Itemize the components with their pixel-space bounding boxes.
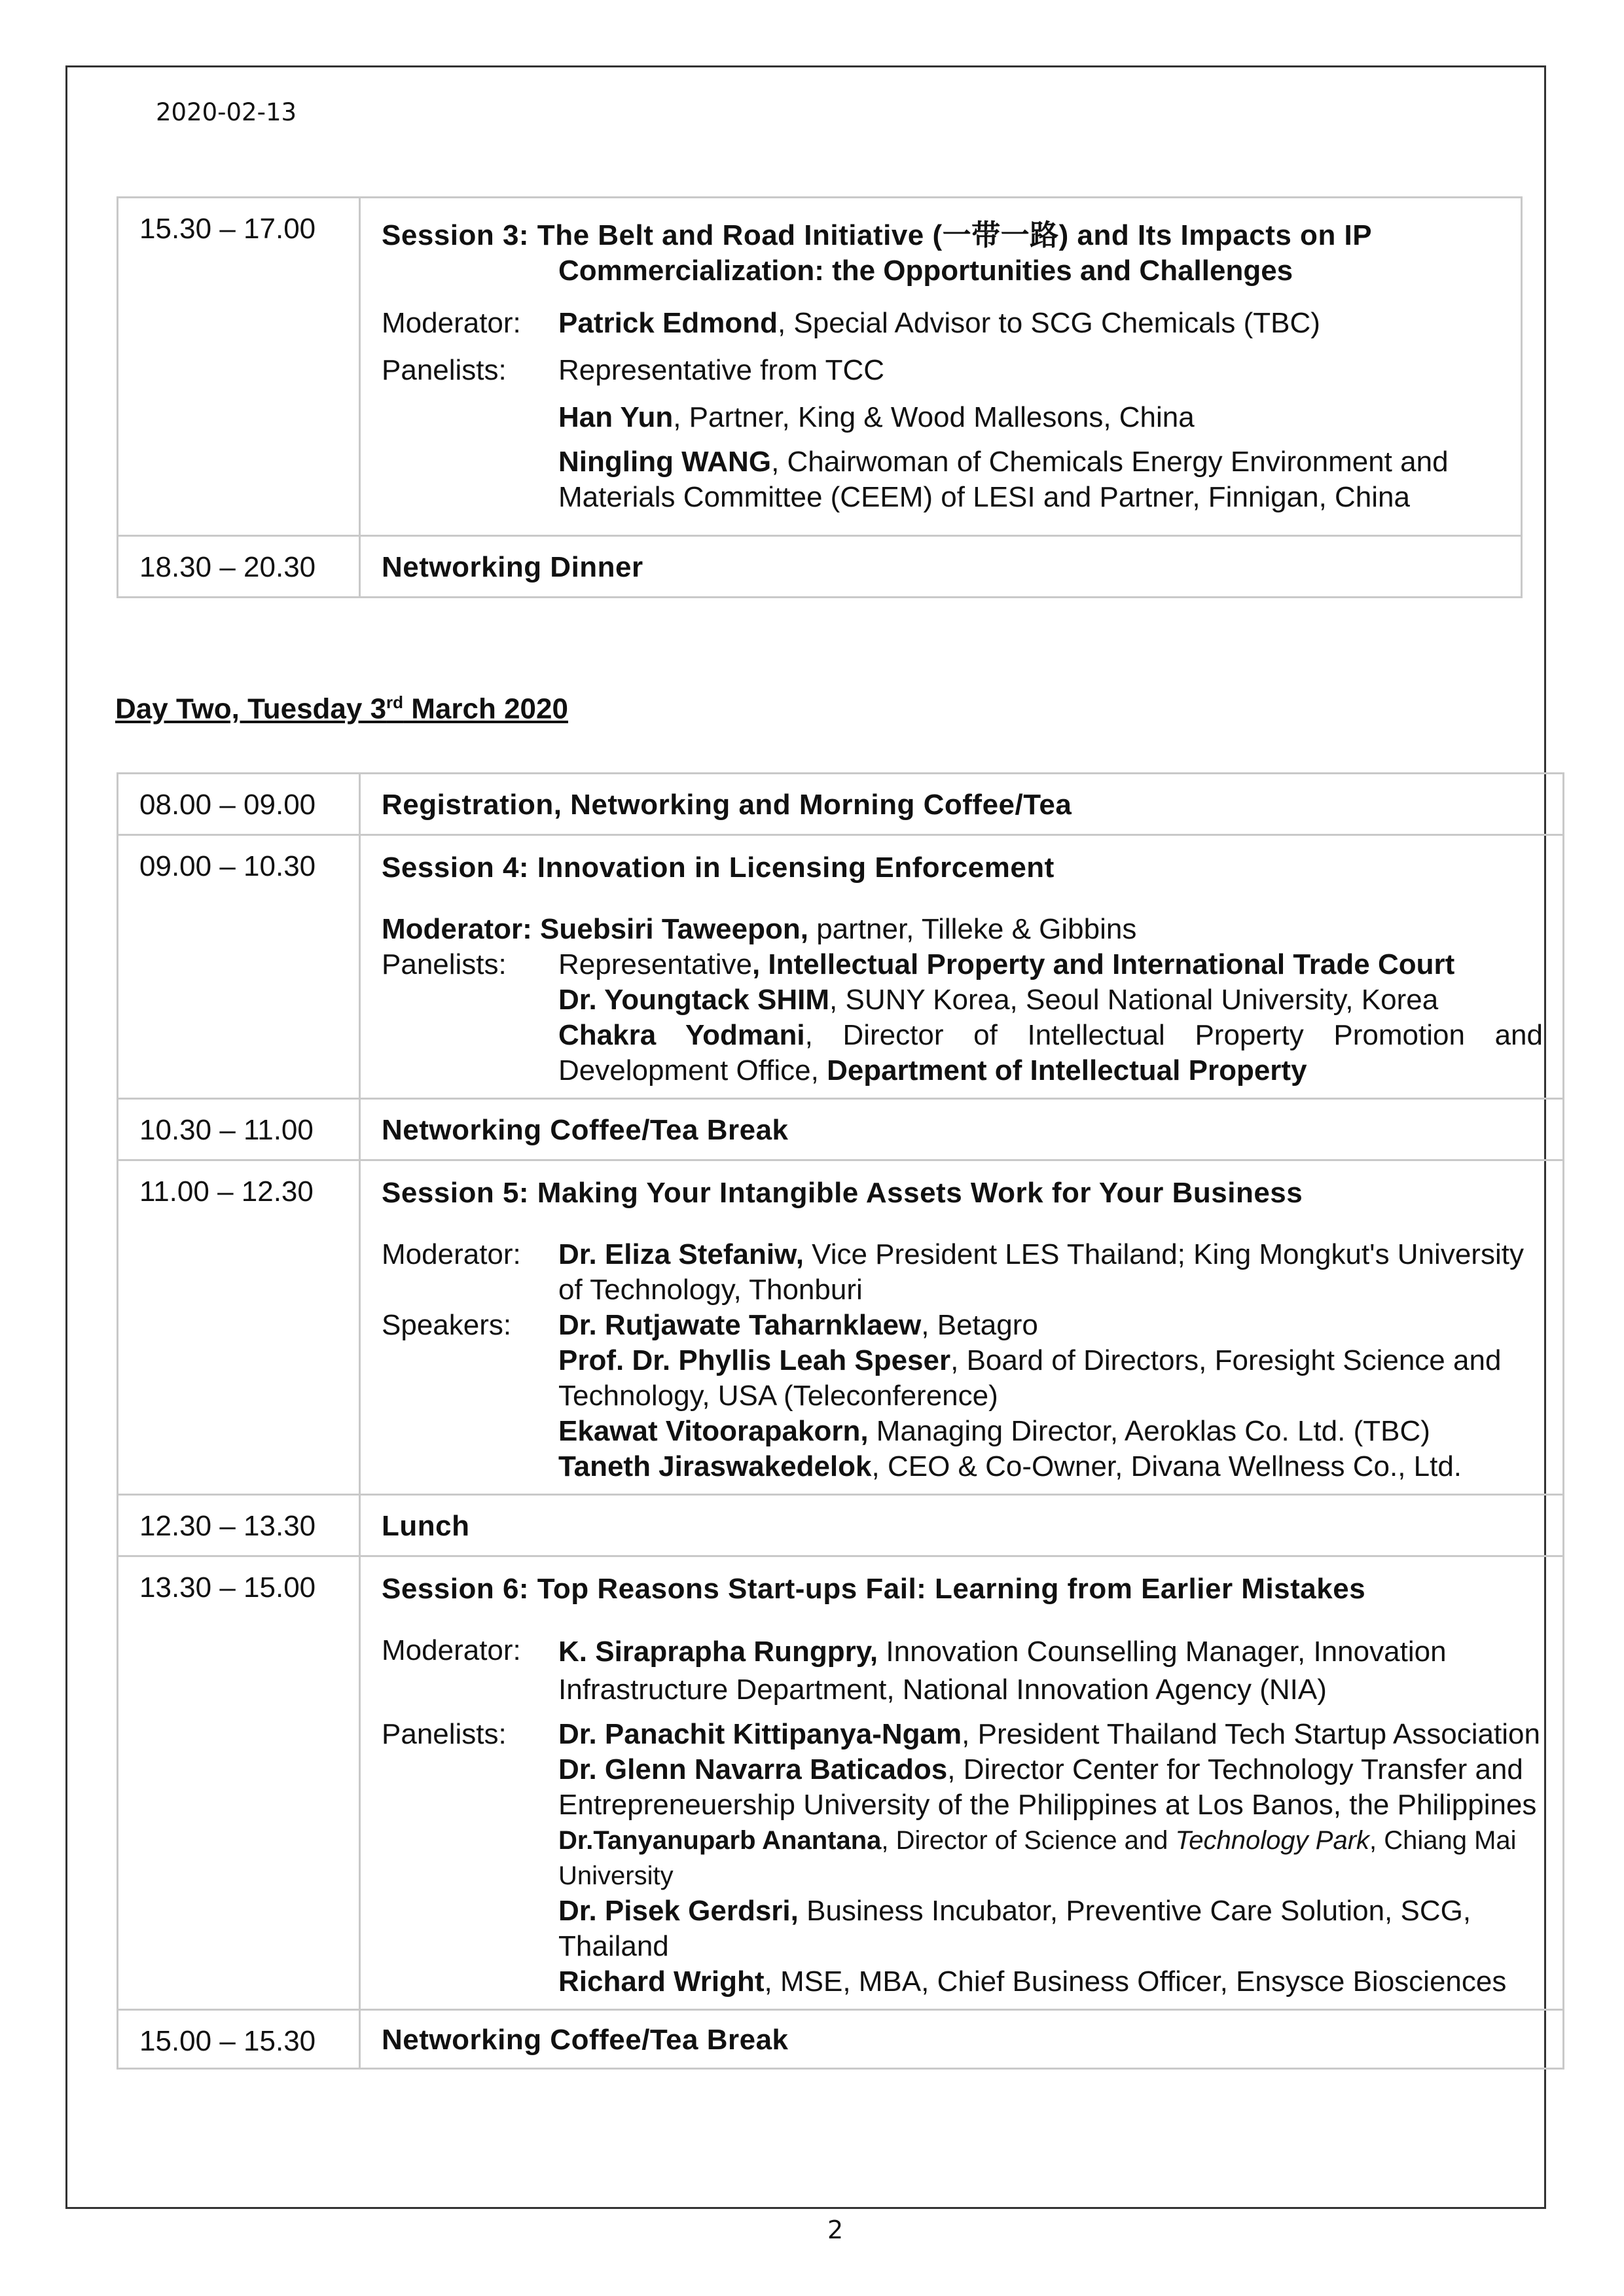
table-row [118,2010,1564,2069]
panelist-name: Dr. Youngtack SHIM [558,984,830,1016]
session-title: Session 6: Top Reasons Start-ups Fail: Learning from Earlier Mistakes [382,1573,1366,1605]
moderator-row: Moderator: Dr. Eliza Stefaniw, Vice President LES Thailand; King Mongkut's University of Technology, Thonburi [382,1237,1543,1308]
table-row [118,1556,1564,2010]
panelist: Representative, Intellectual Property and International Trade Court [558,948,1455,980]
table-row [118,536,1522,598]
panelist: Chakra Yodmani, Director of Intellectual Property Promotion and Development Office, Department of Intellectual Property [558,1019,1543,1086]
panelist-name: Dr. Pisek Gerdsri, [558,1895,799,1927]
moderator-name: K. Siraprapha Rungpry, [558,1636,878,1668]
speaker: Dr. Rutjawate Taharnklaew, Betagro [558,1309,1038,1341]
panelist: Dr.Tanyanuparb Anantana, Director of Science and Technology Park, Chiang Mai University [558,1826,1517,1890]
moderator-label: Moderator: [382,1634,521,1666]
time-cell: 08.00 – 09.00 [118,774,360,835]
panelist-name: Dr. Glenn Navarra Baticados [558,1753,948,1785]
speaker: Ekawat Vitoorapakorn, Managing Director, Aeroklas Co. Ltd. (TBC) [558,1415,1430,1447]
table-row [118,1099,1564,1160]
time-cell: 15.30 – 17.00 [118,198,360,536]
panelist-name: Ningling WANG [558,446,772,478]
panelists-label: Panelists: [382,354,507,386]
panelist-name: Dr. Panachit Kittipanya-Ngam [558,1718,962,1750]
time-cell: 18.30 – 20.30 [118,536,360,598]
panelist: Dr. Youngtack SHIM, SUNY Korea, Seoul National University, Korea [558,984,1439,1016]
speaker: Prof. Dr. Phyllis Leah Speser, Board of Directors, Foresight Science and Technology, USA (Teleconference) [558,1344,1502,1412]
moderator-label: Moderator: [382,913,532,945]
time-cell: 13.30 – 15.00 [118,1556,360,2010]
session-title: Networking Coffee/Tea Break [360,1099,1564,1160]
moderator-name: Patrick Edmond [558,307,778,339]
panelist-name: Chakra Yodmani [558,1019,805,1051]
time-cell: 11.00 – 12.30 [118,1160,360,1495]
moderator-label: Moderator: [382,307,521,339]
session-title: Lunch [360,1495,1564,1556]
panelist: Ningling WANG, Chairwoman of Chemicals Energy Environment and Materials Committee (CEEM) of LESI and Partner, Finnigan, China [558,446,1449,513]
moderator-affiliation: , Special Advisor to SCG Chemicals (TBC) [777,307,1320,339]
table-row [118,1160,1564,1495]
moderator-name: Dr. Eliza Stefaniw, [558,1238,804,1270]
speaker-name: Taneth Jiraswakedelok [558,1450,872,1482]
session-cell [360,1556,1564,2010]
moderator-row: Moderator: Suebsiri Taweepon, partner, Tilleke & Gibbins [382,913,1137,945]
speakers-label: Speakers: [382,1309,512,1341]
session-cell [360,198,1522,536]
table-row [118,774,1564,835]
day1-schedule-table [117,196,1523,598]
moderator-label: Moderator: [382,1238,521,1270]
table-row [118,198,1522,536]
panelists-row [382,947,1543,1088]
speaker-name: Prof. Dr. Phyllis Leah Speser [558,1344,951,1376]
panelist: Richard Wright, MSE, MBA, Chief Business Officer, Ensysce Biosciences [558,1965,1507,1998]
moderator-row [382,306,1501,341]
time-cell: 10.30 – 11.00 [118,1099,360,1160]
time-cell: 12.30 – 13.30 [118,1495,360,1556]
session-cell [360,835,1564,1099]
session-title: Networking Coffee/Tea Break [360,2010,1564,2069]
speaker-name: Ekawat Vitoorapakorn, [558,1415,869,1447]
panelist: Dr. Panachit Kittipanya-Ngam, President Thailand Tech Startup Association [558,1718,1540,1750]
session-title: Session 4: Innovation in Licensing Enforcement [382,852,1055,884]
time-cell: 15.00 – 15.30 [118,2010,360,2069]
panelist-name: Dr.Tanyanuparb Anantana [558,1826,882,1855]
panelist: Han Yun, Partner, King & Wood Mallesons, China [558,401,1195,433]
panelists-row [382,1717,1543,2000]
day2-schedule-table [117,772,1564,2070]
panelist: Representative from TCC [558,354,885,386]
speakers-row [382,1308,1543,1484]
panelist-name: Richard Wright [558,1965,765,1998]
session-title: Session 5: Making Your Intangible Assets Work for Your Business [382,1177,1303,1209]
panelists-label: Panelists: [382,948,507,980]
page-number: 2 [827,2215,844,2244]
session-cell [360,1160,1564,1495]
panelists-row [382,353,1501,515]
day-two-heading: Day Two, Tuesday 3rd March 2020 [115,692,568,725]
header-date: 2020-02-13 [156,98,297,126]
table-row [118,1495,1564,1556]
panelist: Dr. Pisek Gerdsri, Business Incubator, Preventive Care Solution, SCG, Thailand [558,1895,1471,1962]
time-cell: 09.00 – 10.30 [118,835,360,1099]
moderator-name: Suebsiri Taweepon, [540,913,808,945]
session-title: Session 3: The Belt and Road Initiative (一带一路) and Its Impacts on IP [382,219,1373,251]
panelist: Dr. Glenn Navarra Baticados, Director Center for Technology Transfer and Entrepreneuership University of the Philippines at Los Banos, the Philippines [558,1753,1537,1821]
speaker-name: Dr. Rutjawate Taharnklaew [558,1309,922,1341]
session-title: Networking Dinner [360,536,1522,598]
session-title: Registration, Networking and Morning Coffee/Tea [360,774,1564,835]
moderator-row: Moderator: K. Siraprapha Rungpry, Innovation Counselling Manager, Innovation Infrastructure Department, National Innovation Agency (NIA) [382,1633,1543,1709]
table-row [118,835,1564,1099]
panelist-name: Han Yun [558,401,674,433]
panelists-label: Panelists: [382,1718,507,1750]
session-title-cont: Commercialization: the Opportunities and Challenges [558,255,1293,287]
speaker: Taneth Jiraswakedelok, CEO & Co-Owner, Divana Wellness Co., Ltd. [558,1450,1462,1482]
